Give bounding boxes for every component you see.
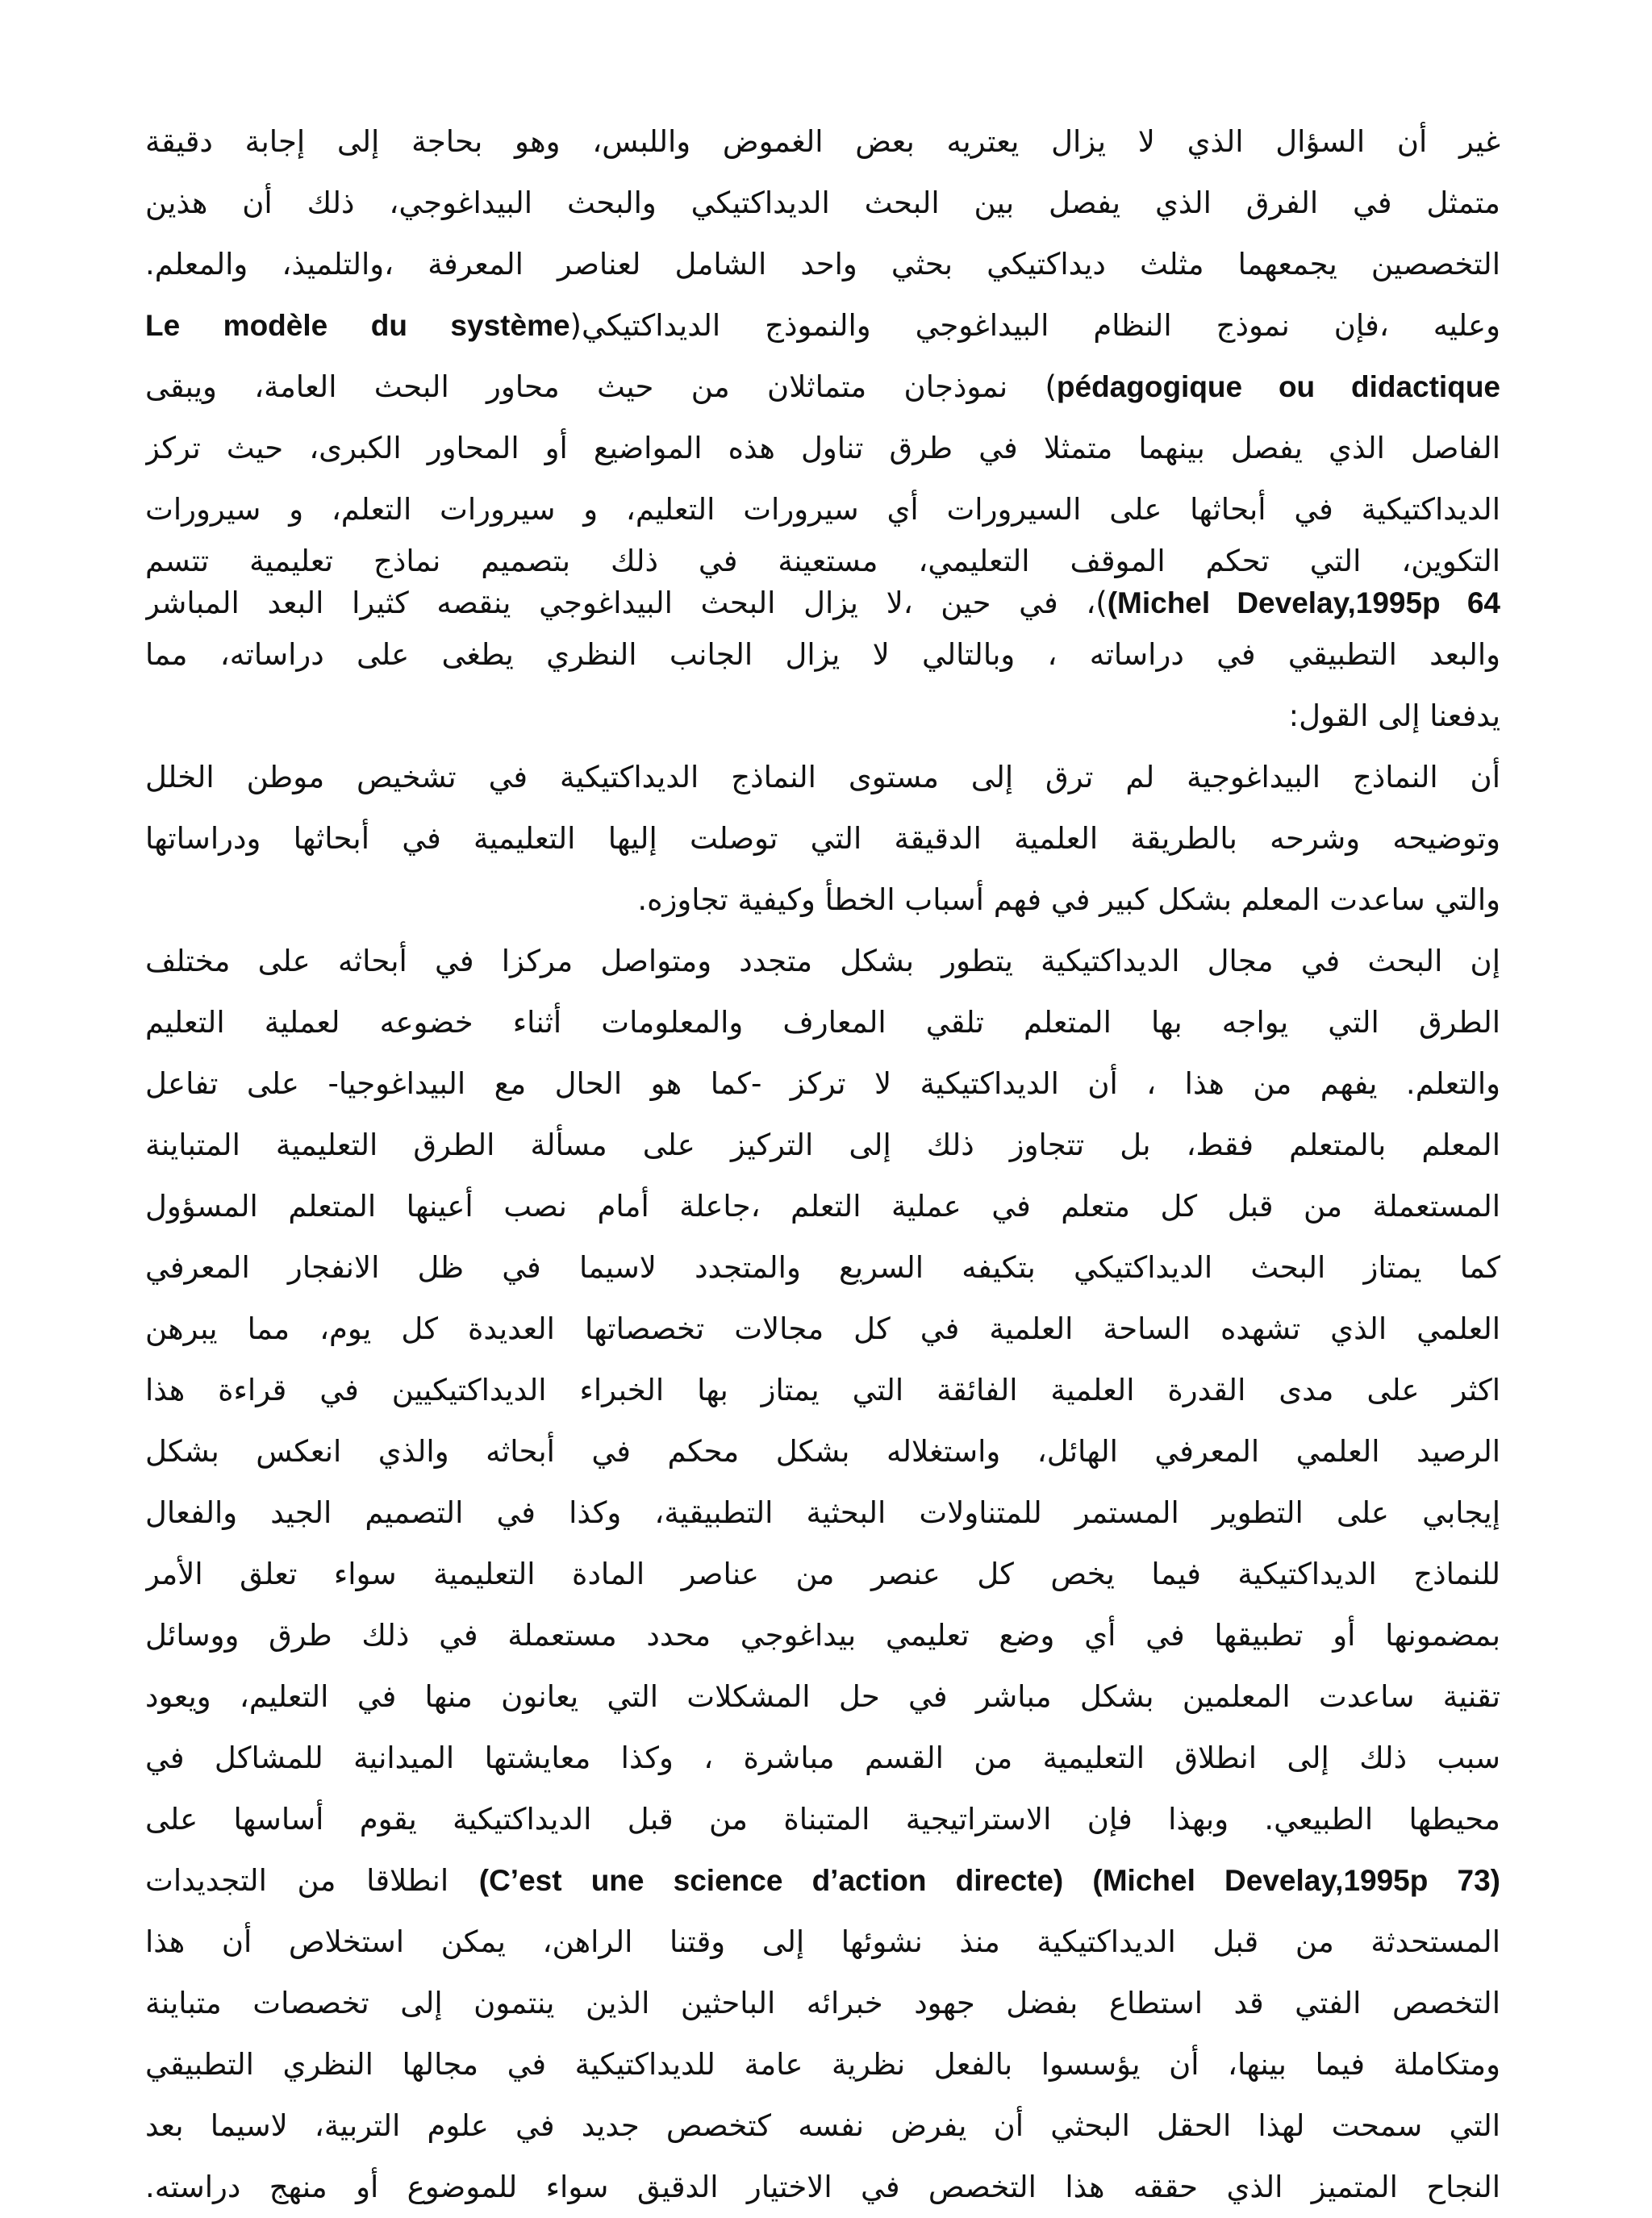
text-line: والتعلم. يفهم من هذا ، أن الديداكتيكية لا تركز -كما هو الحال مع البيداغوجيا- على تفاعل [145, 1066, 1500, 1101]
text-line: أن النماذج البيداغوجية لم ترق إلى مستوى النماذج الديداكتيكية في تشخيص موطن الخلل [145, 760, 1500, 794]
text-line: المعلم بالمتعلم فقط، بل تتجاوز ذلك إلى التركيز على مسألة الطرق التعليمية المتباينة [145, 1128, 1500, 1162]
text-line: التي سمحت لهذا الحقل البحثي أن يفرض نفسه كتخصص جديد في علوم التربية، لاسيما بعد [145, 2108, 1500, 2143]
text-line: العلمي الذي تشهده الساحة العلمية في كل مجالات تخصصاتها العديدة كل يوم، مما يبرهن [145, 1311, 1500, 1346]
text-line: التخصص الفتي قد استطاع بفضل جهود خبرائه الباحثين الذين ينتمون إلى تخصصات متباينة [145, 1986, 1500, 2020]
text-line [145, 295, 1500, 356]
citation-french: pédagogique ou didactique [1056, 370, 1500, 403]
text-line: الرصيد العلمي المعرفي الهائل، واستغلاله بشكل محكم في أبحاثه والذي انعكس بشكل [145, 1434, 1500, 1469]
arabic-segment: وعليه ،فإن نموذج النظام البيداغوجي والنموذج الديداكتيكي( [569, 308, 1500, 343]
text-line: الطرق التي يواجه بها المتعلم تلقي المعارف والمعلومات أثناء خضوعه لعملية التعليم [145, 1005, 1500, 1040]
text-line: المستعملة من قبل كل متعلم في عملية التعلم ،جاعلة أمام نصب أعينها المتعلم المسؤول [145, 1189, 1500, 1224]
text-line: كما يمتاز البحث الديداكتيكي بتكيفه السريع والمتجدد لاسيما في ظل الانفجار المعرفي [145, 1250, 1500, 1285]
text-line: يدفعنا إلى القول: [1288, 698, 1500, 733]
text-line: تقنية ساعدت المعلمين بشكل مباشر في حل المشكلات التي يعانون منها في التعليم، ويعود [145, 1679, 1500, 1714]
body-text [145, 111, 1500, 2218]
arabic-segment: انطلاقا من التجديدات [145, 1863, 479, 1898]
citation-french: Le modèle du système [145, 309, 570, 342]
text-line: إن البحث في مجال الديداكتيكية يتطور بشكل متجدد ومتواصل مركزا في أبحاثه على مختلف [145, 944, 1500, 978]
text-line: الديداكتيكية في أبحاثها على السيرورات أي سيرورات التعليم، و سيرورات التعلم، و سيرورات [145, 492, 1500, 527]
text-line: محيطها الطبيعي. وبهذا فإن الاستراتيجية المتبناة من قبل الديداكتيكية يقوم أساسها على [145, 1802, 1500, 1837]
text-line: والبعد التطبيقي في دراساته ، وبالتالي لا يزال الجانب النظري يطغى على دراساته، مما [145, 637, 1500, 672]
text-line: الفاصل الذي يفصل بينهما متمثلا في طرق تناول هذه المواضيع أو المحاور الكبرى، حيث تركز [145, 431, 1500, 465]
text-line: وتوضيحه وشرحه بالطريقة العلمية الدقيقة التي توصلت إليها التعليمية في أبحاثها ودراساتها [145, 821, 1500, 856]
arabic-segment: )، في حين ،لا يزال البحث البيداغوجي ينقصه كثيرا البعد المباشر [145, 586, 1108, 620]
text-line: غير أن السؤال الذي لا يزال يعتريه بعض الغموض واللبس، وهو بحاجة إلى إجابة دقيقة [145, 124, 1500, 159]
arabic-segment: ) نموذجان متماثلان من حيث محاور البحث العامة، ويبقى [145, 369, 1057, 404]
text-line: بمضمونها أو تطبيقها في أي وضع تعليمي بيداغوجي محدد مستعملة في ذلك طرق ووسائل [145, 1618, 1500, 1653]
text-line: ومتكاملة فيما بينها، أن يؤسسوا بالفعل نظرية عامة للديداكتيكية في مجالها النظري التطبيقي [145, 2047, 1500, 2082]
text-line: إيجابي على التطوير المستمر للمتناولات البحثية التطبيقية، وكذا في التصميم الجيد والفعال [145, 1495, 1500, 1530]
citation-reference: (Michel Develay,1995p 64 [1107, 586, 1500, 619]
text-line [145, 1850, 1500, 1912]
text-line: متمثل في الفرق الذي يفصل بين البحث الديداكتيكي والبحث البيداغوجي، ذلك أن هذين [145, 186, 1500, 220]
text-line: اكثر على مدى القدرة العلمية الفائقة التي يمتاز بها الخبراء الديداكتيكيين في قراءة هذا [145, 1373, 1500, 1407]
text-line: والتي ساعدت المعلم بشكل كبير في فهم أسباب الخطأ وكيفية تجاوزه. [637, 882, 1500, 917]
text-line [145, 582, 1500, 624]
text-line: التكوين، التي تحكم الموقف التعليمي، مستعينة في ذلك بتصميم نماذج تعليمية تتسم [145, 544, 1500, 578]
citation-reference: (C’est une science d’action directe) (Michel Develay,1995p 73) [478, 1864, 1500, 1897]
text-line: للنماذج الديداكتيكية فيما يخص كل عنصر من عناصر المادة التعليمية سواء تعلق الأمر [145, 1557, 1500, 1591]
text-line [145, 356, 1500, 418]
text-line: النجاح المتميز الذي حققه هذا التخصص في الاختيار الدقيق سواء للموضوع أو منهج دراسته. [145, 2170, 1500, 2204]
text-line: سبب ذلك إلى انطلاق التعليمية من القسم مباشرة ، وكذا معايشتها الميدانية للمشاكل في [145, 1741, 1500, 1775]
text-line: المستحدثة من قبل الديداكتيكية منذ نشوئها إلى وقتنا الراهن، يمكن استخلاص أن هذا [145, 1924, 1500, 1959]
text-line: التخصصين يجمعهما مثلث ديداكتيكي بحثي واحد الشامل لعناصر المعرفة ،والتلميذ، والمعلم. [145, 247, 1500, 281]
